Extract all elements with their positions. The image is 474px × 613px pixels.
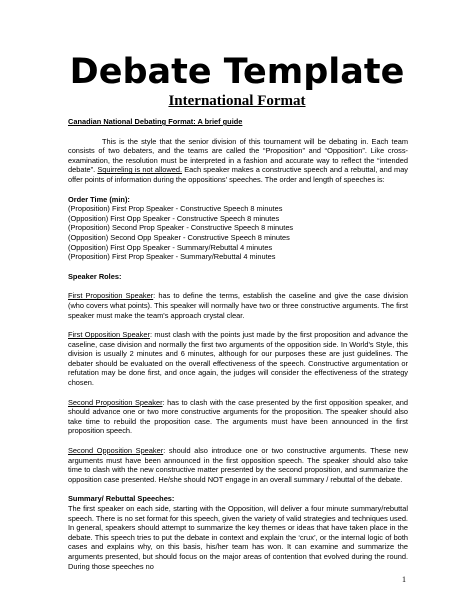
- role-text: : must clash with the points just made by the first proposition and advance the caseline, case division and normally the first two arguments of the opposition side. In World's Style, this division is usually 2 minutes and 6 minutes, although for our purposes these are just guidelines. The debater should be evaluated on the overall effectiveness of the speech. Constructive argumentation or refutation may be done first, and once again, the judges will consider the effectiveness of the strategy chosen.: [68, 330, 408, 388]
- role-paragraph: [68, 291, 408, 320]
- intro-text-after: Each speaker makes a constructive speech and a rebuttal, and may offer points of information during the oppositions' speeches. The order and length of speeches is:: [68, 165, 408, 184]
- order-item: (Opposition) First Opp Speaker - Constructive Speech 8 minutes: [68, 213, 280, 223]
- role-paragraph: [68, 446, 408, 484]
- intro-paragraph: [68, 137, 408, 185]
- document-subtitle: [0, 92, 474, 110]
- intro-underlined: Squirreling is not allowed.: [97, 165, 183, 175]
- document-body: [68, 117, 408, 571]
- role-text: : should also introduce one or two constructive arguments. These new arguments must have been announced in the first opposition speech. The speaker should also take time to clash with the new constructive matter presented by the second proposition, and summarize the opposition case presented. He/she should NOT engage in an overall summary / rebuttal of the debate.: [68, 446, 408, 484]
- summary-paragraph: The first speaker on each side, starting with the Opposition, will deliver a four minute summary/rebuttal speech. There is no set format for this speech, given the variety of valid strategies and techniques used. In general, speakers should attempt to summarize the key themes or ideas that have taken place in the debate. This speech tries to put the debate in context and explain the ‘crux’, or the internal logic of both cases and explains why, on this basis, his/her team has won. It can examine and summarize the arguments presented, but should focus on the major areas of contention that evolved during the round. During those speeches no: [68, 504, 408, 571]
- roles-heading: Speaker Roles:: [68, 271, 122, 281]
- order-item: (Proposition) Second Prop Speaker - Constructive Speech 8 minutes: [68, 223, 294, 233]
- order-item: (Proposition) First Prop Speaker - Summary/Rebuttal 4 minutes: [68, 252, 276, 262]
- order-item: (Proposition) First Prop Speaker - Constructive Speech 8 minutes: [68, 204, 283, 214]
- role-label: First Opposition Speaker: [68, 330, 150, 340]
- role-paragraph: [68, 330, 408, 388]
- order-item: (Opposition) Second Opp Speaker - Constructive Speech 8 minutes: [68, 232, 290, 242]
- order-heading: Order Time (min):: [68, 194, 130, 204]
- role-text: : has to clash with the case presented by the first opposition speaker, and should advance one or two more constructive arguments for the proposition. The speaker should also take time to rebuild the proposition case. The arguments must have been announced in the first proposition speech.: [68, 397, 408, 436]
- section-heading: Canadian National Debating Format: A brief guide: [68, 117, 243, 126]
- summary-heading: Summary/ Rebuttal Speeches:: [68, 494, 175, 504]
- role-paragraph: [68, 398, 408, 436]
- role-label: Second Proposition Speaker: [68, 397, 163, 407]
- role-text: : has to define the terms, establish the caseline and give the case division (who covers what points). This speaker will normally have two or three constructive arguments. The first speaker must make the team's approach crystal clear.: [68, 291, 409, 320]
- order-item: (Opposition) First Opp Speaker - Summary/Rebuttal 4 minutes: [68, 242, 273, 252]
- role-label: First Proposition Speaker: [68, 291, 154, 301]
- subtitle-text: International Format: [168, 93, 306, 109]
- document-title: Debate Template: [69, 52, 405, 92]
- role-label: Second Opposition Speaker: [68, 446, 164, 456]
- intro-text-before: This is the style that the senior division of this tournament will be debating in. Each team consists of two debaters, and the teams are called the “Proposition” and “Opposition”. Like cross-examination, the resolution must be interpreted in a fashion and accurate way to reflect the “intended debate”.: [68, 136, 408, 175]
- page-number: 1: [402, 575, 406, 584]
